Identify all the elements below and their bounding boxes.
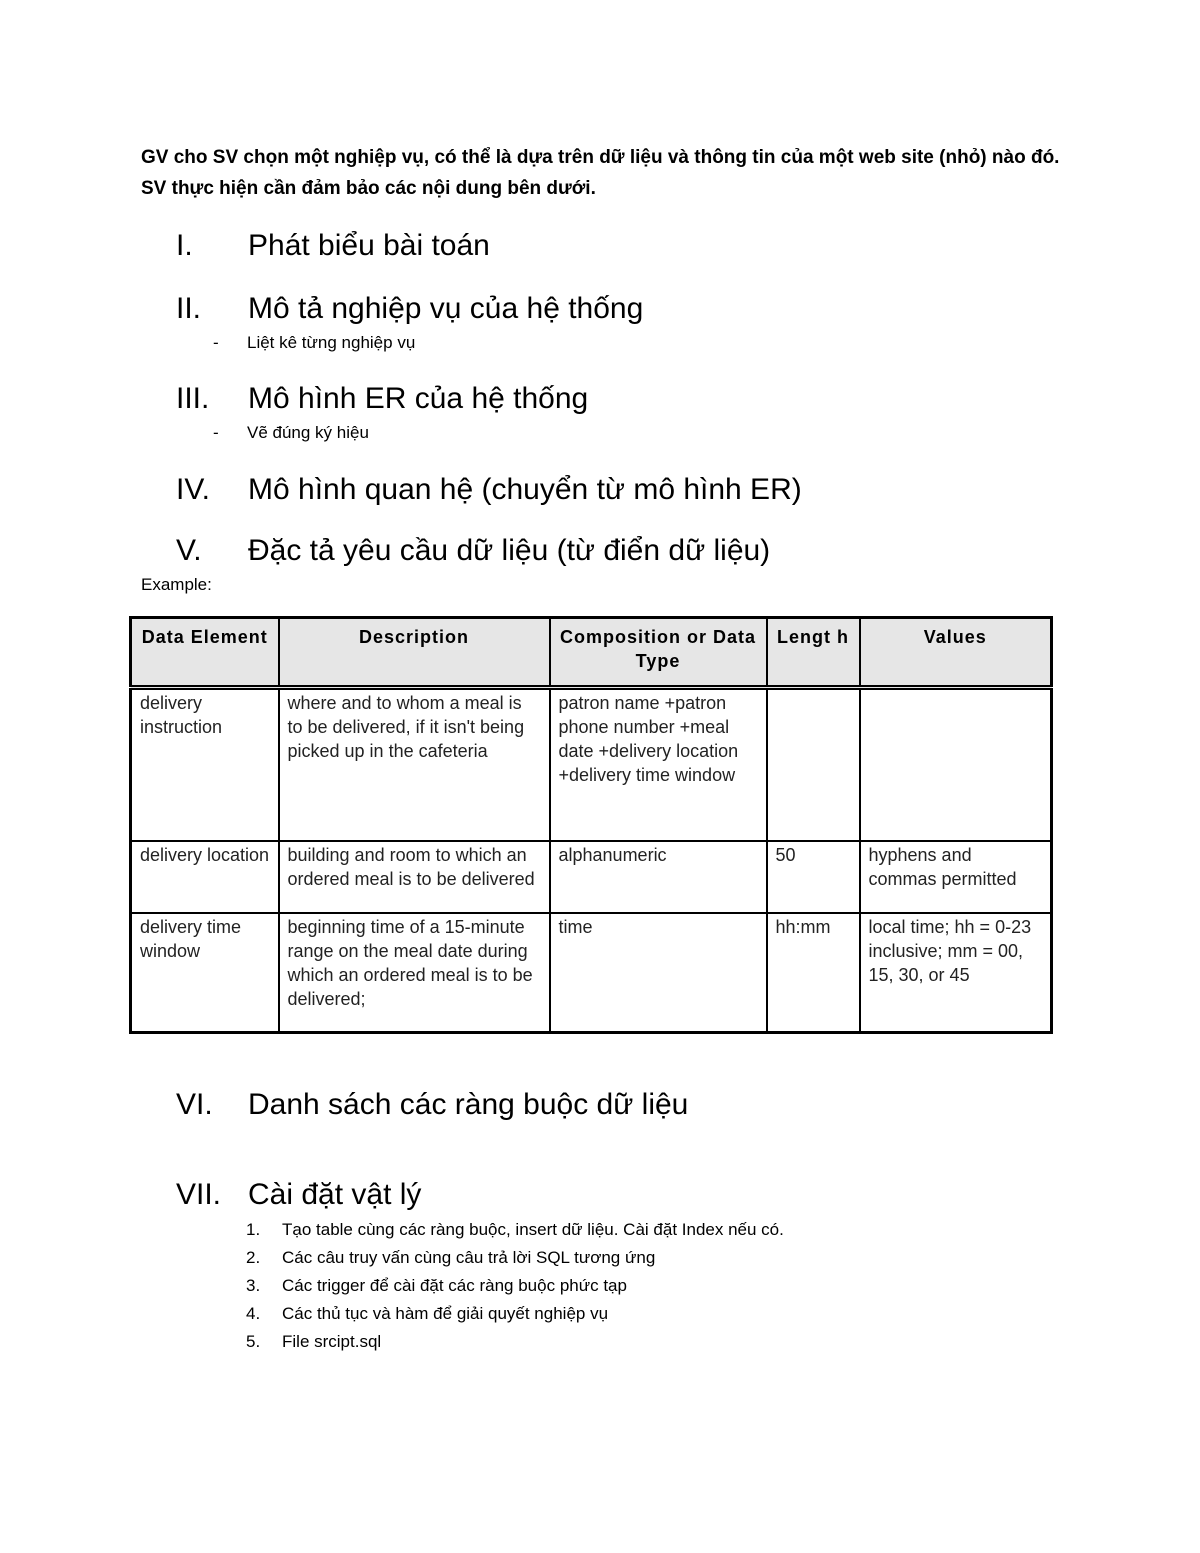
- section-title: Mô tả nghiệp vụ của hệ thống: [248, 292, 644, 325]
- table-cell: time: [550, 913, 767, 1033]
- table-row: [131, 688, 1052, 841]
- table-cell: [860, 688, 1052, 841]
- header-composition: Composition or Data Type: [550, 618, 767, 688]
- list-item: [246, 1300, 784, 1328]
- section-number: VII.: [176, 1178, 222, 1211]
- table-cell: where and to whom a meal is to be delivered, if it isn't being picked up in the cafeteria: [279, 688, 550, 841]
- bullet-dash: -: [213, 423, 219, 442]
- table-cell: patron name +patron phone number +meal date +delivery location +delivery time window: [550, 688, 767, 841]
- table-cell: 50: [767, 841, 860, 913]
- section-heading-3: [176, 381, 588, 417]
- list-number: 3.: [246, 1276, 261, 1295]
- section-title: Đặc tả yêu cầu dữ liệu (từ điển dữ liệu): [248, 534, 771, 567]
- header-length: Lengt h: [767, 618, 860, 688]
- header-data-element: Data Element: [131, 618, 279, 688]
- section-heading-4: [176, 472, 802, 508]
- section-heading-1: [176, 228, 490, 264]
- table-cell: delivery location: [131, 841, 279, 913]
- section-heading-6: [176, 1087, 688, 1123]
- section-number: VI.: [176, 1088, 213, 1121]
- list-text: Tạo table cùng các ràng buộc, insert dữ liệu. Cài đặt Index nếu có.: [282, 1220, 784, 1239]
- implementation-steps-list: [246, 1216, 784, 1356]
- table-cell: hh:mm: [767, 913, 860, 1033]
- list-item: [246, 1272, 784, 1300]
- table-cell: alphanumeric: [550, 841, 767, 913]
- section-number: IV.: [176, 473, 210, 506]
- table-cell: delivery time window: [131, 913, 279, 1033]
- section-number: III.: [176, 382, 210, 415]
- table-cell: beginning time of a 15-minute range on the meal date during which an ordered meal is to be delivered;: [279, 913, 550, 1033]
- table-header-row: [131, 618, 1052, 688]
- section-title: Cài đặt vật lý: [248, 1178, 422, 1211]
- section-3-bullet: [213, 422, 369, 444]
- header-values: Values: [860, 618, 1052, 688]
- table-cell: local time; hh = 0-23 inclusive; mm = 00, 15, 30, or 45: [860, 913, 1052, 1033]
- table-cell: [767, 688, 860, 841]
- list-number: 2.: [246, 1248, 261, 1267]
- section-title: Danh sách các ràng buộc dữ liệu: [248, 1088, 689, 1121]
- section-title: Phát biểu bài toán: [248, 229, 490, 262]
- bullet-text: Vẽ đúng ký hiệu: [247, 423, 369, 442]
- list-item: [246, 1216, 784, 1244]
- section-number: I.: [176, 229, 193, 262]
- section-number: II.: [176, 292, 202, 325]
- bullet-dash: -: [213, 333, 219, 352]
- intro-paragraph: GV cho SV chọn một nghiệp vụ, có thể là dựa trên dữ liệu và thông tin của một web site (nhỏ) nào đó. SV thực hiện cần đảm bảo các nội dung bên dưới.: [141, 147, 1060, 199]
- list-number: 5.: [246, 1332, 261, 1351]
- section-2-bullet: [213, 332, 415, 354]
- table-row: [131, 913, 1052, 1033]
- section-heading-2: [176, 291, 643, 327]
- list-number: 4.: [246, 1304, 261, 1323]
- list-text: File srcipt.sql: [282, 1332, 382, 1351]
- section-heading-5: [176, 533, 770, 569]
- section-title: Mô hình ER của hệ thống: [248, 382, 589, 415]
- list-item: [246, 1244, 784, 1272]
- section-heading-7: [176, 1177, 421, 1213]
- table-row: [131, 841, 1052, 913]
- section-title: Mô hình quan hệ (chuyển từ mô hình ER): [248, 473, 802, 506]
- table-cell: building and room to which an ordered meal is to be delivered: [279, 841, 550, 913]
- section-number: V.: [176, 534, 202, 567]
- table-cell: delivery instruction: [131, 688, 279, 841]
- example-label: Example:: [141, 575, 212, 594]
- list-item: [246, 1328, 784, 1356]
- list-number: 1.: [246, 1220, 261, 1239]
- data-dictionary-table: [129, 616, 1053, 1034]
- header-description: Description: [279, 618, 550, 688]
- list-text: Các câu truy vấn cùng câu trả lời SQL tương ứng: [282, 1248, 656, 1267]
- bullet-text: Liệt kê từng nghiệp vụ: [247, 333, 416, 352]
- list-text: Các thủ tục và hàm để giải quyết nghiệp vụ: [282, 1304, 609, 1323]
- table-cell: hyphens and commas permitted: [860, 841, 1052, 913]
- list-text: Các trigger để cài đặt các ràng buộc phức tạp: [282, 1276, 627, 1295]
